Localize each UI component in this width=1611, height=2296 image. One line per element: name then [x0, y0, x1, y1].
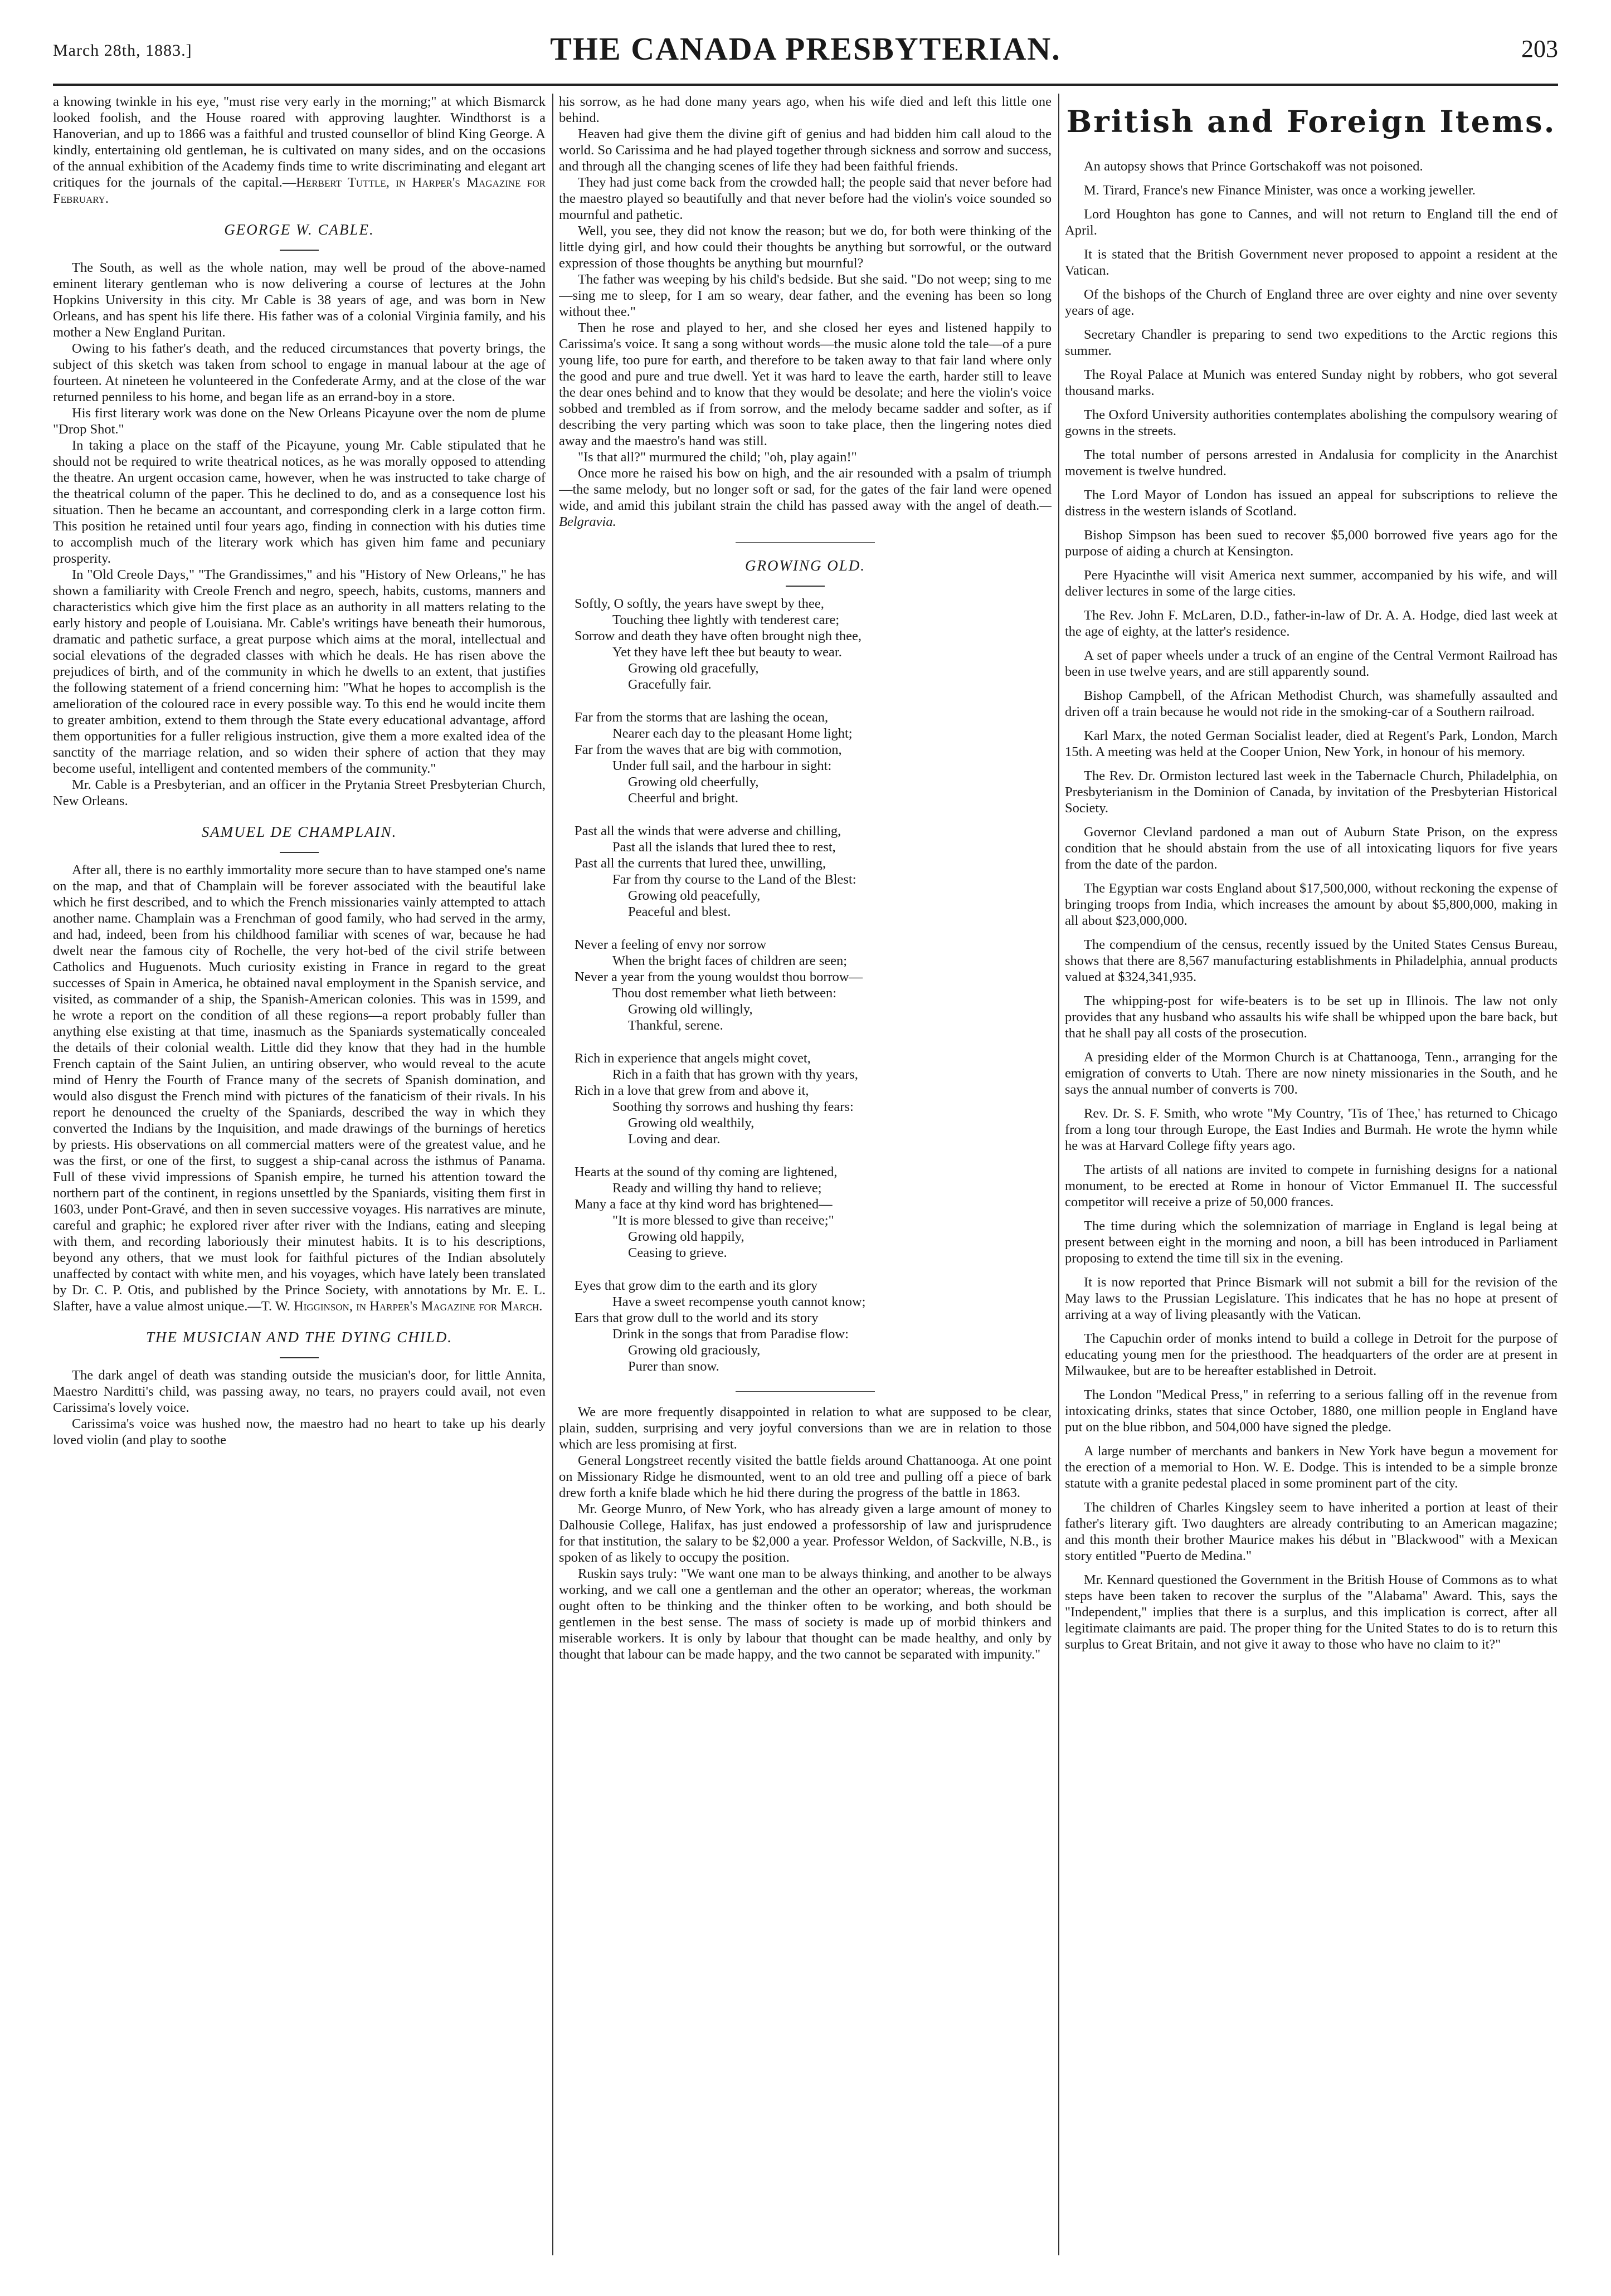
news-item: The Lord Mayor of London has issued an appeal for subscriptions to relieve the distress in the western islands of Scotland. — [1065, 488, 1558, 519]
poem-line: Past all the islands that lured thee to rest, — [612, 840, 836, 855]
poem-line: Past all the winds that were adverse and chilling, — [575, 823, 841, 839]
poem-line: Purer than snow. — [628, 1359, 719, 1374]
poem-line: Soothing thy sorrows and hushing thy fears: — [612, 1099, 854, 1114]
poem-line: Ears that grow dull to the world and its story — [575, 1310, 819, 1325]
poem-line: Growing old peacefully, — [628, 888, 761, 903]
poem-line: Have a sweet recompense youth cannot know; — [612, 1294, 866, 1309]
poem — [559, 596, 1052, 1374]
poem-line: Touching thee lightly with tenderest care; — [612, 612, 840, 627]
issue-date: March 28th, 1883.] — [53, 41, 192, 60]
poem-stanza — [559, 937, 1052, 1034]
article-paragraph: The dark angel of death was standing outside the musician's door, for little Annita, Maestro Narditti's child, was passing away, no tears, no prayers could avail, not even Carissima's lovely voice. — [53, 1368, 546, 1415]
news-item: It is now reported that Prince Bismark will not submit a bill for the revision of the May laws to the Prussian Legislature. This indicates that he has no hope at present of arriving at a way of living pleasantly with the Vatican. — [1065, 1275, 1558, 1322]
poem-line: Many a face at thy kind word has brightened— — [575, 1197, 833, 1212]
article-paragraph: General Longstreet recently visited the battle fields around Chattanooga. At one point on Missionary Ridge he dismounted, went to an old tree and pulling off a piece of bark drew forth a knife blade which he hid there during the progress of the battle in 1863. — [559, 1453, 1052, 1500]
poem-line: Growing old wealthily, — [628, 1115, 755, 1130]
poem-line: Ready and willing thy hand to relieve; — [612, 1181, 822, 1196]
attribution: —Belgravia. — [559, 498, 1052, 529]
poem-line: Far from the waves that are big with commotion, — [575, 742, 842, 757]
article-paragraph — [559, 465, 1052, 530]
article-paragraph: Heaven had give them the divine gift of genius and had bidden him call aloud to the world. So Carissima and he had played together through sickness and sorrow and success, and through all the changing scenes of life they had been faithful friends. — [559, 126, 1052, 174]
news-item: An autopsy shows that Prince Gortschakoff was not poisoned. — [1084, 159, 1423, 174]
poem-line: Drink in the songs that from Paradise flow: — [612, 1327, 849, 1342]
news-item: It is stated that the British Government never proposed to appoint a resident at the Vatican. — [1065, 247, 1558, 278]
news-item: The Oxford University authorities contemplates abolishing the compulsory wearing of gowns in the streets. — [1065, 407, 1558, 438]
news-item: M. Tirard, France's new Finance Minister, was once a working jeweller. — [1084, 183, 1476, 198]
news-item: Bishop Campbell, of the African Methodist Church, was shamefully assaulted and driven off a train because he would not ride in the smoking-car of a Southern railroad. — [1065, 688, 1558, 719]
title-rule — [280, 250, 319, 251]
news-item: The London "Medical Press," in referring to a serious falling off in the revenue from intoxicating drinks, states that since October, 1880, one million people in England have put on the blue ribbon, and 504,000 have signed the pledge. — [1065, 1387, 1558, 1435]
poem-line: Never a year from the young wouldst thou borrow— — [575, 969, 863, 984]
poem-line: Growing old willingly, — [628, 1002, 753, 1017]
article-paragraph: Owing to his father's death, and the reduced circumstances that poverty brings, the subject of this sketch was taken from school to engage in manual labour at the age of fourteen. At nineteen he volunteered in the Confederate Army, and at the close of the war returned penniless to his home, and began life as an errand-boy in a store. — [53, 341, 546, 404]
page-header — [53, 27, 1558, 80]
news-item: A large number of merchants and bankers in New York have begun a movement for the erection of a memorial to Hon. W. E. Dodge. This is intended to be a simple bronze statute with a granite pedestal placed in some prominent part of the city. — [1065, 1444, 1558, 1491]
poem-stanza — [559, 709, 1052, 806]
poem-line: Never a feeling of envy nor sorrow — [575, 937, 767, 952]
article-title-cable: GEORGE W. CABLE. — [224, 221, 374, 238]
poem-line: Cheerful and bright. — [628, 791, 738, 806]
page-number: 203 — [1521, 35, 1558, 62]
article-title-musician: THE MUSICIAN AND THE DYING CHILD. — [145, 1329, 453, 1346]
header-rule — [53, 84, 1558, 86]
poem-title: GROWING OLD. — [745, 557, 865, 574]
poem-line: Rich in experience that angels might covet, — [575, 1051, 811, 1066]
poem-line: Under full sail, and the harbour in sight: — [612, 758, 832, 773]
news-item: The time during which the solemnization of marriage in England is legal being at present between eight in the morning and noon, a bill has been introduced in Parliament proposing to extend the time till six in the evening. — [1065, 1218, 1558, 1266]
poem-line: Growing old gracefully, — [628, 661, 759, 676]
article-paragraph — [53, 862, 546, 1314]
poem-line: "It is more blessed to give than receive;" — [612, 1213, 834, 1228]
article-paragraph: Mr. George Munro, of New York, who has already given a large amount of money to Dalhousie College, Halifax, has just endowed a professorship of law and jurisprudence for that institution, the salary to be $2,000 a year. Professor Weldon, of Sackville, N.B., is spoken of as likely to occupy the position. — [559, 1502, 1052, 1565]
news-item: The Royal Palace at Munich was entered Sunday night by robbers, who got several thousand marks. — [1065, 367, 1558, 398]
news-item: The whipping-post for wife-beaters is to be set up in Illinois. The law not only provides that any husband who assaults his wife shall be whipped upon the bare back, but that he shall pay all costs of the prosecution. — [1065, 993, 1558, 1041]
masthead-title: THE CANADA PRESBYTERIAN. — [550, 31, 1061, 67]
poem-line: Growing old graciously, — [628, 1343, 761, 1358]
section-separator — [736, 1391, 875, 1392]
title-rule — [786, 586, 825, 587]
title-rule — [280, 1357, 319, 1358]
news-item: The compendium of the census, recently issued by the United States Census Bureau, shows that there are 8,567 manufacturing establishments in Philadelphia, annual products valued at $324,341,935. — [1065, 937, 1558, 984]
article-paragraph: Mr. Cable is a Presbyterian, and an officer in the Prytania Street Presbyterian Church, New Orleans. — [53, 777, 546, 808]
poem-stanza — [559, 596, 1052, 693]
poem-line: Rich in a faith that has grown with thy years, — [612, 1067, 858, 1082]
section-title: British and Foreign Items. — [1066, 104, 1556, 139]
poem-line: Far from the storms that are lashing the ocean, — [575, 710, 829, 725]
news-item: Pere Hyacinthe will visit America next summer, accompanied by his wife, and will deliver lectures in some of the large cities. — [1065, 568, 1558, 599]
news-items-list — [1065, 158, 1558, 1652]
news-item: The Rev. John F. McLaren, D.D., father-in-law of Dr. A. A. Hodge, died last week at the age of eighty, at the latter's residence. — [1065, 608, 1558, 639]
poem-line: Yet they have left thee but beauty to wear. — [612, 645, 842, 660]
paragraph-text: a knowing twinkle in his eye, "must rise very early in the morning;" at which Bismarck looked foolish, and the House roared with approving laughter. Windthorst is a Hanoverian, and up to 1866 was a faithful and trusted counsellor of blind King George. A kindly, entertaining old gentleman, he is cultivated on many sides, and on the occasions of the annual exhibition of the Academy finds time to write discriminating and elegant art critiques for the journals of the capital. — [53, 94, 546, 190]
news-item: Karl Marx, the noted German Socialist leader, died at Regent's Park, London, March 15th. A meeting was held at the Cooper Union, New York, in honour of his memory. — [1065, 728, 1558, 759]
news-item: The total number of persons arrested in Andalusia for complicity in the Anarchist movement is twelve hundred. — [1065, 447, 1558, 479]
news-item: Lord Houghton has gone to Cannes, and will not return to England till the end of April. — [1065, 207, 1558, 238]
article-paragraph: Ruskin says truly: "We want one man to be always thinking, and another to be always working, and we call one a gentleman and the other an operator; whereas, the workman ought often to be thinking and the thinker often to be working, and both should be gentlemen in the best sense. The mass of society is made up of morbid thinkers and miserable workers. It is only by labour that thought can be made healthy, and only by thought that labour can be made happy, and the two cannot be separated with impunity." — [559, 1566, 1052, 1662]
attribution: —T. W. Higginson, in Harper's Magazine for March. — [247, 1299, 543, 1314]
news-item: A set of paper wheels under a truck of an engine of the Central Vermont Railroad has been in use twelve years, and are still apparently sound. — [1065, 648, 1558, 679]
poem-line: Sorrow and death they have often brought nigh thee, — [575, 628, 862, 644]
poem-line: Thankful, serene. — [628, 1018, 723, 1033]
column-3 — [1065, 94, 1558, 2255]
column-2 — [559, 94, 1052, 2255]
article-paragraph: In "Old Creole Days," "The Grandissimes," and his "History of New Orleans," he has shown a familiarity with Creole French and negro, speech, habits, customs, manners and characteristics which give him the first place as an authority in all matters relating to the early history and people of Louisiana. Mr. Cable's writings have beneath their humorous, dramatic and pathetic surface, a great purpose which aims at the moral, intellectual and social elevations of the degraded classes with which he deals. He has risen above the prejudices of birth, and of the community in which he dwells to an extent, that justifies the following statement of a friend concerning him: "What he hopes to accomplish is the amelioration of the coloured race in every possible way. To this end he would incite them to greater ambition, extend to them through the State every educational advantage, afford them opportunities for a fuller religious instruction, give them a more exalted idea of the sanctity of the marriage relation, and so widen their sphere of action that they may become useful, intelligent and contented members of the community." — [53, 567, 546, 776]
news-item: Mr. Kennard questioned the Government in the British House of Commons as to what steps have been taken to recover the surplus of the "Alabama" Award. This, says the "Independent," implies that there is a surplus, and this implication is correct, after all legitimate claimants are paid. The proper thing for the United States to do is to return this surplus to Great Britain, and not give it away to those who have no claim to it?" — [1065, 1572, 1558, 1652]
news-item: Rev. Dr. S. F. Smith, who wrote "My Country, 'Tis of Thee,' has returned to Chicago from a long tour through Europe, the East Indies and Burmah. He wrote the hymn while he was at Harvard College fifty years ago. — [1065, 1106, 1558, 1153]
article-paragraph: Then he rose and played to her, and she closed her eyes and listened happily to Carissima's voice. It sang a song without words—the music alone told the tale—of a pure young life, too pure for earth, and therefore to be taken away to that fair land where only the good and pure and true dwell. Yet it was hard to leave the earth, harder still to leave the dear ones behind and to know that they would be desolate; and here the violin's voice sobbed and trembled as if from sorrow, and the melody became sadder and softer, as if describing the very parting which was soon to take place, then the lingering notes died away and the maestro's hand was still. — [559, 320, 1052, 449]
news-item: The children of Charles Kingsley seem to have inherited a portion at least of their father's literary gift. Two daughters are already contributing to an American magazine; and this month their brother Maurice makes his début in "Blackwood" with a Mexican story entitled "Puerto de Medina." — [1065, 1500, 1558, 1563]
poem-line: Far from thy course to the Land of the Blest: — [612, 872, 856, 887]
article-paragraph: They had just come back from the crowded hall; the people said that never before had the maestro played so beautifully and that never before had the violin's voice sounded so mournful and pathetic. — [559, 175, 1052, 222]
news-item: Secretary Chandler is preparing to send two expeditions to the Arctic regions this summer. — [1065, 327, 1558, 358]
poem-line: Growing old cheerfully, — [628, 774, 759, 789]
poem-line: When the bright faces of children are seen; — [612, 953, 848, 968]
column-divider — [1058, 94, 1059, 2255]
article-paragraph: "Is that all?" murmured the child; "oh, play again!" — [578, 450, 857, 465]
poem-line: Past all the currents that lured thee, unwilling, — [575, 856, 826, 871]
poem-line: Gracefully fair. — [628, 677, 712, 692]
article-paragraph: We are more frequently disappointed in relation to what are supposed to be clear, plain, sudden, surprising and very joyful conversions than we are in relation to those which are less promising at first. — [559, 1405, 1052, 1452]
news-item: The Capuchin order of monks intend to build a college in Detroit for the purpose of educating young men for the priesthood. The headquarters of the order are at present in Milwaukee, but are to be hereafter established in Detroit. — [1065, 1331, 1558, 1378]
paragraph-text: After all, there is no earthly immortality more secure than to have stamped one's name on the map, and that of Champlain will be forever associated with the beautiful lake which he first described, and to which the French missionaries vainly attempted to attach another name. Champlain was a Frenchman of good family, who had served in the army, and had, indeed, been from his childhood familiar with scenes of war, because he had dwelt near the famous city of Rochelle, the very hot-bed of the civil strife between Catholics and Huguenots. Much curiosity existing in France in regard to the great successes of Spain in America, he obtained naval employment in the Spanish service, and visited, as commander of a ship, the Spanish-American colonies. This was in 1599, and he wrote a report on the condition of all these regions—a report probably fuller than anything else existing at that time, inasmuch as the Spaniards systematically concealed the details of their colonial wealth. Little did they know that they had in the humble French captain of the Saint Julien, an untiring observer, who would reveal to the acute mind of Henry the Fourth of France many of the secrets of Spanish domination, and would also disgust the French mind with pictures of the fanaticism of their rivals. In his report he denounced the cruelty of the Spaniards, described the way in which they converted the Indians by the Inquisition, and made drawings of the burnings of heretics by priests. His observations on all commercial matters were of the greatest value, and he was the first, or one of the first, to suggest a ship-canal across the isthmus of Panama. Full of these vivid impressions of Spanish empire, he turned his attention toward the northern part of the continent, in regions unsettled by the Spaniards, visiting them first in 1603, under Pont-Gravé, and then in seven successive voyages. His narratives are minute, careful and graphic; he explored river after river with the Indians, eating and sleeping with them, and recording laboriously their minutest habits. It is to his descriptions, beyond any others, that we must look for faithful pictures of the Indian absolutely unaffected by contact with white men, and his voyages, which have lately been translated by Dr. C. P. Otis, and published by the Prince Society, with annotations by Mr. E. L. Slafter, have a value almost unique. — [53, 862, 546, 1314]
poem-line: Softly, O softly, the years have swept by thee, — [575, 596, 824, 611]
column-divider — [552, 94, 553, 2255]
article-paragraph: In taking a place on the staff of the Picayune, young Mr. Cable stipulated that he should not be required to write theatrical notices, as he was morally opposed to attending the theatre. An urgent occasion came, however, when he was instructed to take charge of the theatrical column of the paper. This he declined to do, and as a consequence lost his situation. Then he became an accountant, and corresponding clerk in a large cotton firm. This position he retained until four years ago, finding in connection with his duties time to accomplish much of the literary work which has given him fame and pecuniary prosperity. — [53, 438, 546, 566]
poem-line: Hearts at the sound of thy coming are lightened, — [575, 1164, 838, 1179]
news-item: Of the bishops of the Church of England three are over eighty and nine over seventy years of age. — [1065, 287, 1558, 318]
poem-line: Ceasing to grieve. — [628, 1245, 727, 1260]
article-paragraph: The father was weeping by his child's bedside. But she said. "Do not weep; sing to me—sing me to sleep, for I am so weary, dear father, and the evening has been so long without thee." — [559, 272, 1052, 319]
poem-line: Eyes that grow dim to the earth and its glory — [575, 1278, 818, 1293]
poem-stanza — [559, 1050, 1052, 1147]
poem-line: Thou dost remember what lieth between: — [612, 986, 837, 1001]
news-item: Bishop Simpson has been sued to recover $5,000 borrowed five years ago for the purpose of aiding a church at Kensington. — [1065, 528, 1558, 559]
news-item: The artists of all nations are invited to compete in furnishing designs for a national monument, to be erected at Rome in honour of Victor Emmanuel II. The successful competitor will receive a prize of 50,000 frances. — [1065, 1162, 1558, 1210]
poem-line: Rich in a love that grew from and above it, — [575, 1083, 809, 1098]
attribution: —Herbert Tuttle, in Harper's Magazine for February. — [53, 175, 546, 206]
poem-stanza — [559, 1278, 1052, 1374]
news-item: A presiding elder of the Mormon Church is at Chattanooga, Tenn., arranging for the emigration of converts to Utah. There are now ninety missionaries in the South, and he says the annual number of converts is 700. — [1065, 1050, 1558, 1097]
news-item: The Egyptian war costs England about $17,500,000, without reckoning the expense of bringing troops from India, which increases the amount by about $5,800,000, making in all about $23,000,000. — [1065, 881, 1558, 928]
poem-stanza — [559, 823, 1052, 920]
news-item: The Rev. Dr. Ormiston lectured last week in the Tabernacle Church, Philadelphia, on Presbyterianism in the Dominion of Canada, by invitation of the Presbyterian Historical Society. — [1065, 768, 1558, 816]
section-separator — [736, 542, 875, 543]
article-paragraph: The South, as well as the whole nation, may well be proud of the above-named eminent literary gentleman who is now delivering a course of lectures at the John Hopkins University in this city. Mr Cable is 38 years of age, and was born in New Orleans, and has spent his life there. His father was of a colonial Virginia family, and his mother a New England Puritan. — [53, 260, 546, 340]
paragraph-text: Once more he raised his bow on high, and the air resounded with a psalm of triumph—the same melody, but no longer soft or sad, for the gates of the fair land were opened wide, and amid this jubilant strain the child has passed away with the angel of death. — [559, 466, 1052, 513]
article-title-champlain: SAMUEL DE CHAMPLAIN. — [201, 823, 397, 840]
article-paragraph: His first literary work was done on the New Orleans Picayune over the nom de plume "Drop Shot." — [53, 406, 546, 437]
poem-stanza — [559, 1164, 1052, 1261]
poem-line: Peaceful and blest. — [628, 904, 731, 919]
poem-line: Loving and dear. — [628, 1132, 721, 1147]
article-paragraph: Carissima's voice was hushed now, the maestro had no heart to take up his dearly loved violin (and play to soothe — [53, 1416, 546, 1447]
column-1 — [53, 94, 546, 2255]
poem-line: Growing old happily, — [628, 1229, 744, 1244]
news-item: Governor Clevland pardoned a man out of Auburn State Prison, on the express condition that he should abstain from the use of all intoxicating liquors for five years from the date of the pardon. — [1065, 825, 1558, 872]
title-rule — [280, 852, 319, 853]
article-paragraph — [53, 94, 546, 207]
poem-line: Nearer each day to the pleasant Home light; — [612, 726, 853, 741]
article-paragraph: his sorrow, as he had done many years ago, when his wife died and left this little one behind. — [559, 94, 1052, 125]
article-paragraph: Well, you see, they did not know the reason; but we do, for both were thinking of the little dying girl, and how could their thoughts be anything but sorrowful, or the outward expression of those thoughts be anything but mournful? — [559, 223, 1052, 271]
